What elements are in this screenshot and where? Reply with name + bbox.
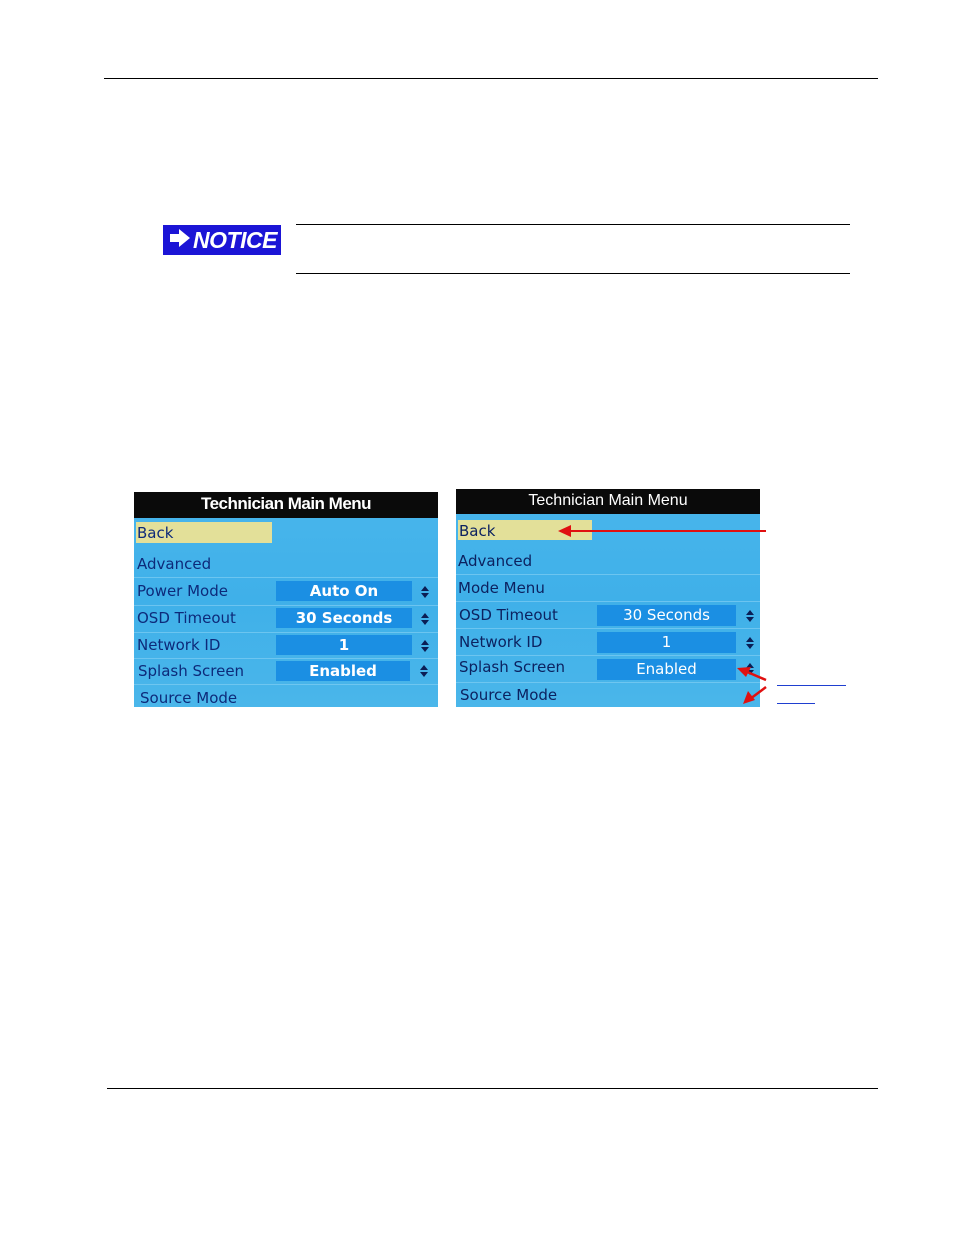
menu-item-mode-menu[interactable]: Mode Menu <box>458 579 545 597</box>
notice-top-rule <box>296 224 850 225</box>
network-id-value[interactable]: 1 <box>276 635 412 655</box>
menu-item-power-mode[interactable]: Power Mode <box>137 582 228 600</box>
menu-item-source-mode[interactable]: Source Mode <box>140 689 238 707</box>
menu-item-advanced[interactable]: Advanced <box>137 555 212 573</box>
notice-label: NOTICE <box>193 226 277 253</box>
row-divider <box>456 682 760 683</box>
splash-screen-value[interactable]: Enabled <box>597 659 736 680</box>
osd-title: Technician Main Menu <box>134 492 438 518</box>
up-down-arrows-icon <box>421 586 429 598</box>
up-down-arrows-icon <box>421 640 429 652</box>
network-id-value[interactable]: 1 <box>597 632 736 653</box>
menu-item-advanced[interactable]: Advanced <box>458 552 533 570</box>
row-divider <box>134 577 438 578</box>
osd-screen-old <box>134 492 438 707</box>
notice-bottom-rule <box>296 273 850 274</box>
menu-item-splash-screen[interactable]: Splash Screen <box>459 658 566 676</box>
splash-screen-value[interactable]: Enabled <box>276 661 410 681</box>
notice-badge <box>163 225 281 255</box>
header-rule <box>104 78 878 79</box>
osd-screen-new <box>456 489 760 707</box>
osd-title: Technician Main Menu <box>456 489 760 514</box>
menu-item-network-id[interactable]: Network ID <box>459 633 543 651</box>
link-underline[interactable] <box>777 703 815 704</box>
menu-item-osd-timeout[interactable]: OSD Timeout <box>137 609 236 627</box>
osd-timeout-value[interactable]: 30 Seconds <box>597 605 736 626</box>
right-arrow-icon <box>169 227 191 254</box>
power-mode-value[interactable]: Auto On <box>276 581 412 601</box>
osd-timeout-value[interactable]: 30 Seconds <box>276 608 412 628</box>
menu-item-source-mode[interactable]: Source Mode <box>460 686 558 704</box>
menu-item-network-id[interactable]: Network ID <box>137 636 221 654</box>
row-divider <box>456 628 760 629</box>
row-divider <box>456 574 760 575</box>
up-down-arrows-icon <box>746 663 754 675</box>
link-underline[interactable] <box>777 685 846 686</box>
row-divider <box>134 684 438 685</box>
menu-item-osd-timeout[interactable]: OSD Timeout <box>459 606 558 624</box>
menu-item-back[interactable]: Back <box>459 522 496 540</box>
up-down-arrows-icon <box>421 613 429 625</box>
up-down-arrows-icon <box>420 665 428 677</box>
row-divider <box>134 632 438 633</box>
up-down-arrows-icon <box>746 637 754 649</box>
up-down-arrows-icon <box>746 610 754 622</box>
row-divider <box>456 601 760 602</box>
row-divider <box>134 658 438 659</box>
menu-item-splash-screen[interactable]: Splash Screen <box>138 662 245 680</box>
menu-item-back[interactable]: Back <box>137 524 174 542</box>
footer-rule <box>107 1088 878 1089</box>
row-divider <box>134 605 438 606</box>
row-divider <box>456 655 760 656</box>
